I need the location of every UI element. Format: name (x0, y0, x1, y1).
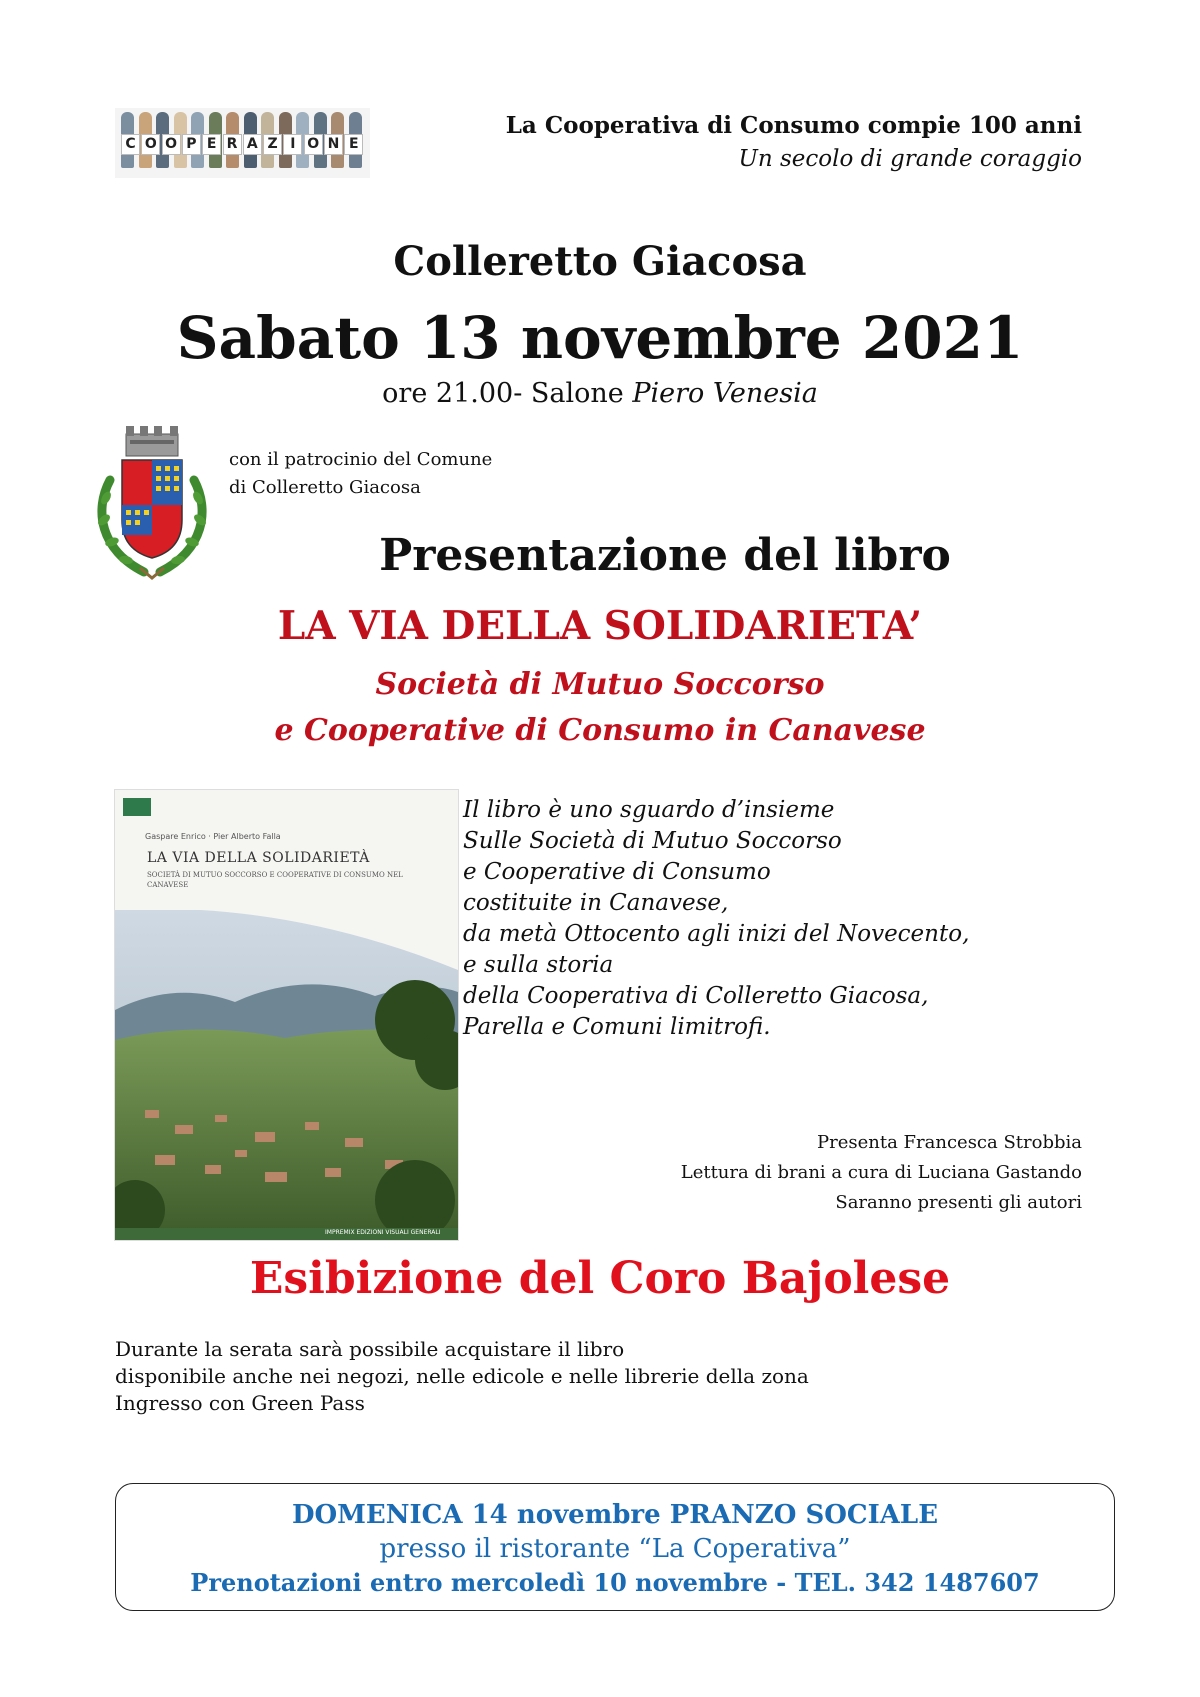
cover-authors: Gaspare Enrico · Pier Alberto Falla (145, 832, 281, 841)
cover-title: LA VIA DELLA SOLIDARIETÀ (147, 850, 370, 866)
header-title: La Cooperativa di Consumo compie 100 anni (505, 112, 1082, 139)
description-line: costituite in Canavese, (463, 890, 729, 916)
logo-letter: I (283, 134, 302, 155)
description-line: Il libro è uno sguardo d’insieme (463, 797, 835, 823)
book-title: LA VIA DELLA SOLIDARIETA’ (277, 603, 923, 649)
book-cover-image (115, 790, 458, 1240)
cover-subtitle: SOCIETÀ DI MUTUO SOCCORSO E COOPERATIVE DI CONSUMO NEL CANAVESE (147, 871, 403, 889)
cover-publisher: IMPREMIX EDIZIONI VISUALI GENERALI (325, 1229, 441, 1236)
authors-line: Saranno presenti gli autori (835, 1192, 1082, 1213)
logo-letter: A (243, 134, 262, 155)
reading-line: Lettura di brani a cura di Luciana Gastando (680, 1162, 1082, 1183)
presentation-heading: Presentazione del libro (379, 530, 951, 581)
logo-letter: Z (263, 134, 282, 155)
patronage-text (229, 446, 549, 502)
patronage-line-1: con il patrocinio del Comune (229, 449, 493, 470)
logo-letter: C (121, 134, 140, 155)
description-line: e Cooperative di Consumo (463, 859, 771, 885)
book-subtitle-line-2: e Cooperative di Consumo in Canavese (274, 713, 926, 748)
cooperazione-logo (115, 108, 370, 178)
event-date: Sabato 13 novembre 2021 (176, 304, 1024, 372)
info-line-3: Ingresso con Green Pass (115, 1391, 365, 1415)
lunch-line-1: DOMENICA 14 novembre PRANZO SOCIALE (291, 1500, 939, 1530)
cover-landscape-photo (115, 910, 458, 1240)
event-credits (681, 1128, 1082, 1218)
logo-letter: O (304, 134, 323, 155)
lunch-line-2: presso il ristorante “La Coperativa” (379, 1534, 851, 1564)
patronage-line-2: di Colleretto Giacosa (229, 477, 421, 498)
book-description (463, 795, 1023, 1043)
event-time-place (0, 378, 1200, 409)
lunch-line-3: Prenotazioni entro mercoledì 10 novembre - TEL. 342 1487607 (190, 1568, 1040, 1597)
cover-badge (123, 798, 151, 816)
event-time: ore 21.00- Salone (382, 378, 633, 409)
description-line: e sulla storia (463, 952, 614, 978)
description-line: da metà Ottocento agli inizi del Novecento, (463, 921, 970, 947)
social-lunch-box (115, 1483, 1115, 1611)
header-subtitle: Un secolo di grande coraggio (738, 146, 1082, 172)
logo-letter: O (141, 134, 160, 155)
logo-letter: P (182, 134, 201, 155)
logo-letter: R (223, 134, 242, 155)
info-line-1: Durante la serata sarà possibile acquistare il libro (115, 1337, 625, 1361)
logo-letter: E (344, 134, 363, 155)
presenter-line: Presenta Francesca Strobbia (817, 1132, 1082, 1153)
choir-heading: Esibizione del Coro Bajolese (249, 1253, 951, 1304)
description-line: Sulle Società di Mutuo Soccorso (463, 828, 842, 854)
logo-letter: O (162, 134, 181, 155)
description-line: della Cooperativa di Colleretto Giacosa, (463, 983, 929, 1009)
purchase-info (115, 1336, 809, 1417)
book-subtitle-line-1: Società di Mutuo Soccorso (375, 667, 825, 702)
event-town: Colleretto Giacosa (393, 238, 807, 285)
logo-letter: E (202, 134, 221, 155)
logo-letter: N (324, 134, 343, 155)
description-line: Parella e Comuni limitrofi. (463, 1014, 771, 1040)
info-line-2: disponibile anche nei negozi, nelle edicole e nelle librerie della zona (115, 1364, 809, 1388)
event-venue: Piero Venesia (632, 378, 818, 409)
